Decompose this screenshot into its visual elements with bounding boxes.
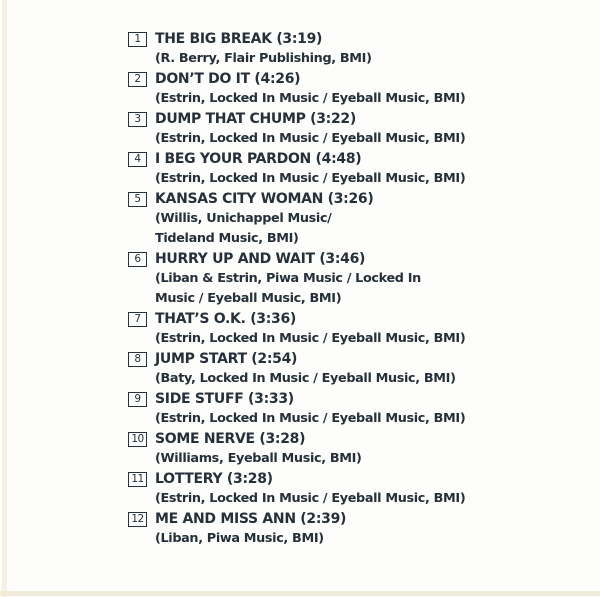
- track-number-box: 6: [128, 252, 147, 267]
- track-credit-line: Music / Eyeball Music, BMI): [155, 291, 342, 306]
- track-row: [128, 389, 548, 429]
- track-credit-line: (Baty, Locked In Music / Eyeball Music, BMI): [155, 371, 456, 386]
- track-credit-line: (Estrin, Locked In Music / Eyeball Music, BMI): [155, 491, 466, 506]
- track-credit-line: Tideland Music, BMI): [155, 231, 299, 246]
- track-title: SOME NERVE (3:28): [155, 431, 306, 447]
- track-title: DUMP THAT CHUMP (3:22): [155, 111, 356, 127]
- track-text: [155, 149, 465, 189]
- track-number-box: 1: [128, 32, 147, 47]
- track-row: [128, 109, 548, 149]
- track-text: [155, 29, 372, 69]
- track-title: THE BIG BREAK (3:19): [155, 31, 323, 47]
- track-text: [155, 429, 362, 469]
- track-text: [155, 349, 456, 389]
- track-number-box: 7: [128, 312, 147, 327]
- track-number-box: 4: [128, 152, 147, 167]
- track-row: [128, 349, 548, 389]
- track-title: SIDE STUFF (3:33): [155, 391, 294, 407]
- track-number-box: 5: [128, 192, 147, 207]
- track-text: [155, 69, 465, 109]
- track-row: [128, 249, 548, 309]
- track-number-box: 2: [128, 72, 147, 87]
- scan-edge-left: [2, 0, 7, 597]
- track-number-box: 11: [128, 472, 147, 487]
- track-credit-line: (Estrin, Locked In Music / Eyeball Music, BMI): [155, 411, 466, 426]
- track-row: [128, 29, 548, 69]
- track-title: THAT’S O.K. (3:36): [155, 311, 297, 327]
- track-number-box: 12: [128, 512, 147, 527]
- track-title: JUMP START (2:54): [155, 351, 298, 367]
- track-number-box: 8: [128, 352, 147, 367]
- track-text: [155, 249, 421, 309]
- track-text: [155, 109, 465, 149]
- track-number-box: 9: [128, 392, 147, 407]
- track-credit-line: (Estrin, Locked In Music / Eyeball Music, BMI): [155, 131, 466, 146]
- track-number-box: 10: [128, 432, 147, 447]
- track-row: [128, 309, 548, 349]
- track-title: LOTTERY (3:28): [155, 471, 273, 487]
- track-row: [128, 189, 548, 249]
- track-title: HURRY UP AND WAIT (3:46): [155, 251, 366, 267]
- track-row: [128, 69, 548, 109]
- track-text: [155, 309, 465, 349]
- track-row: [128, 469, 548, 509]
- track-row: [128, 149, 548, 189]
- track-title: I BEG YOUR PARDON (4:48): [155, 151, 362, 167]
- track-title: DON’T DO IT (4:26): [155, 71, 301, 87]
- track-title: KANSAS CITY WOMAN (3:26): [155, 191, 374, 207]
- track-number-box: 3: [128, 112, 147, 127]
- track-row: [128, 429, 548, 469]
- track-credit-line: (Liban & Estrin, Piwa Music / Locked In: [155, 271, 421, 286]
- track-row: [128, 509, 548, 549]
- scan-edge-bottom: [0, 591, 600, 596]
- track-text: [155, 189, 373, 249]
- track-text: [155, 509, 346, 549]
- track-title: ME AND MISS ANN (2:39): [155, 511, 347, 527]
- track-text: [155, 389, 465, 429]
- track-text: [155, 469, 465, 509]
- track-credit-line: (Liban, Piwa Music, BMI): [155, 531, 324, 546]
- track-credit-line: (Estrin, Locked In Music / Eyeball Music, BMI): [155, 171, 466, 186]
- track-list: [128, 29, 548, 549]
- track-credit-line: (R. Berry, Flair Publishing, BMI): [155, 51, 372, 66]
- track-credit-line: (Williams, Eyeball Music, BMI): [155, 451, 362, 466]
- track-credit-line: (Estrin, Locked In Music / Eyeball Music, BMI): [155, 91, 466, 106]
- track-credit-line: (Willis, Unichappel Music/: [155, 211, 332, 226]
- track-credit-line: (Estrin, Locked In Music / Eyeball Music, BMI): [155, 331, 466, 346]
